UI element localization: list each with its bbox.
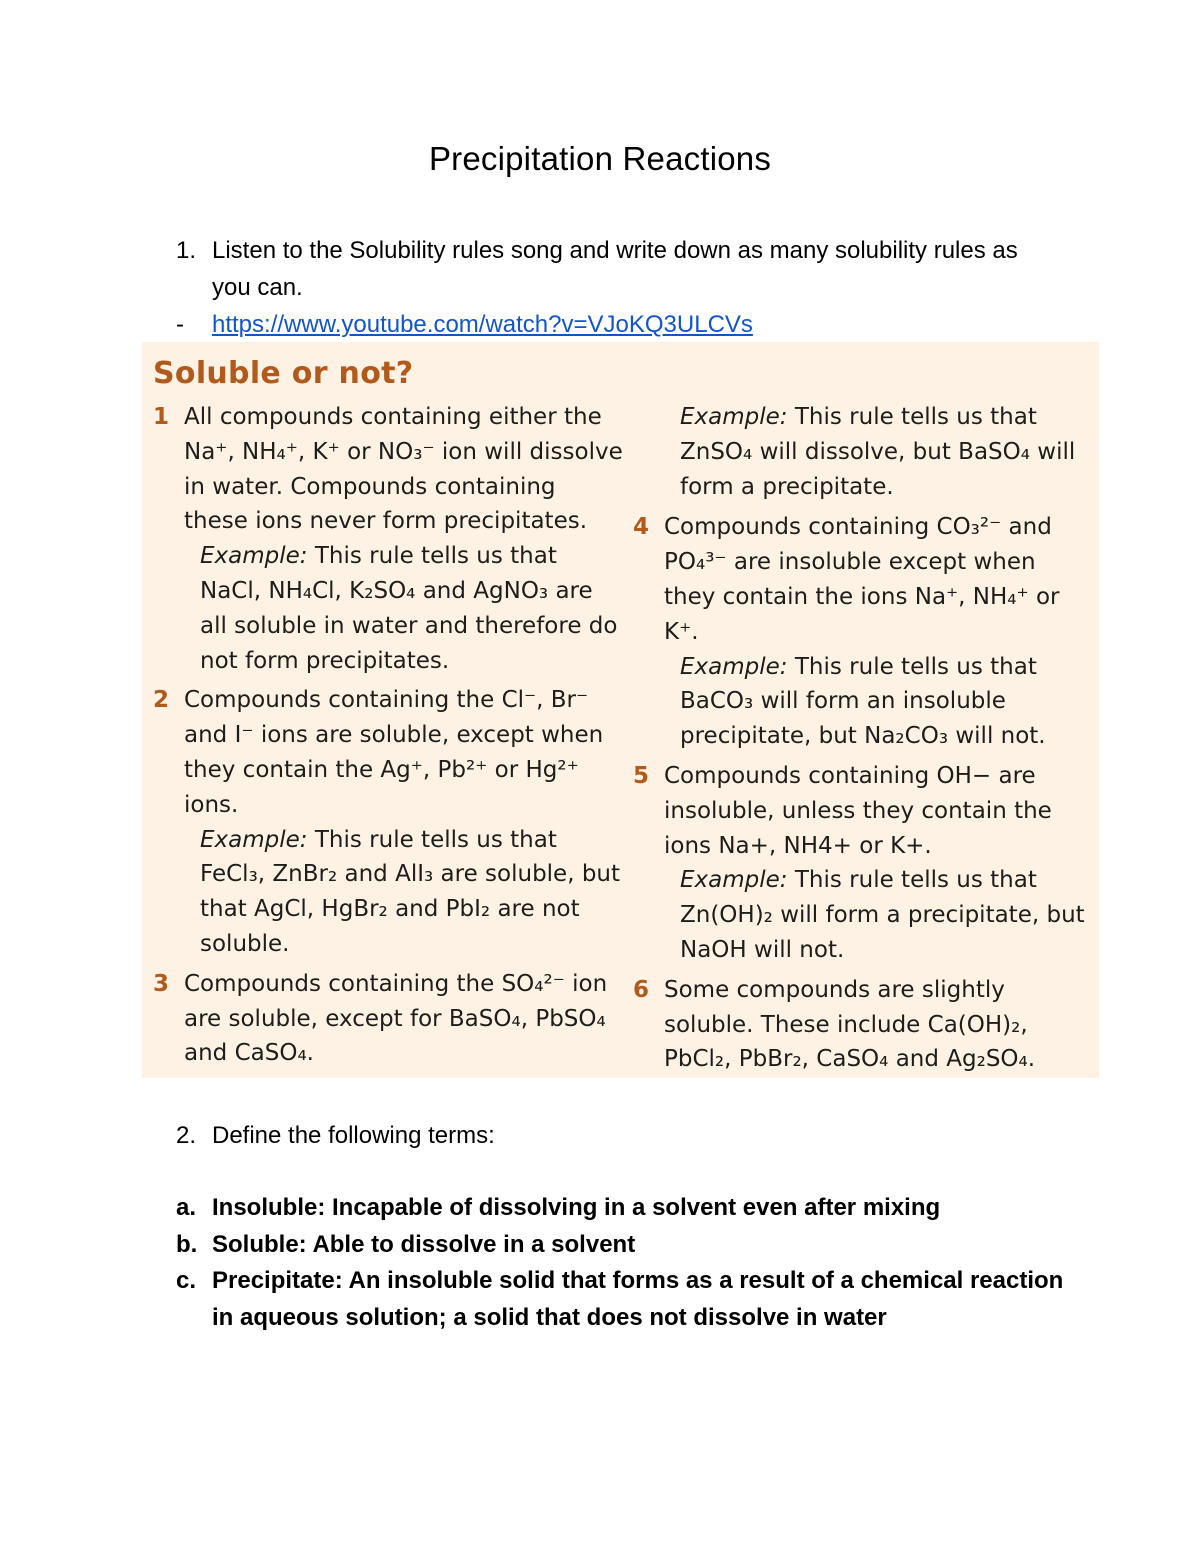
rule-example	[184, 823, 623, 962]
example-label: Example:	[680, 653, 788, 680]
rule-number: 3	[153, 970, 170, 997]
definition-text: Soluble: Able to dissolve in a solvent	[212, 1230, 636, 1258]
link-row	[176, 306, 753, 343]
example-label: Example:	[680, 867, 788, 894]
rule-number: 2	[153, 687, 170, 714]
rule-text: Compounds containing the Cl⁻, Br⁻ and I⁻ ions are soluble, except when they contain the Ag⁺, Pb²⁺ or Hg²⁺ ions.	[184, 687, 604, 818]
rule-3	[153, 967, 623, 1071]
box-title: Soluble or not?	[153, 356, 414, 391]
rule-text: Some compounds are slightly soluble. These include Ca(OH)₂, PbCl₂, PbBr₂, CaSO₄ and Ag₂SO₄.	[664, 976, 1036, 1073]
page-title: Precipitation Reactions	[428, 140, 772, 177]
example-label: Example:	[200, 543, 308, 570]
rule-text: All compounds containing either the Na⁺, NH₄⁺, K⁺ or NO₃⁻ ion will dissolve in water. Compounds containing these ions never form precipitates.	[184, 404, 623, 535]
question-2-number: 2.	[176, 1122, 197, 1149]
rule-text: Compounds containing the SO₄²⁻ ion are soluble, except for BaSO₄, PbSO₄ and CaSO₄.	[184, 970, 608, 1067]
question-1	[176, 232, 1056, 306]
rule-text: Compounds containing OH− are insoluble, unless they contain the ions Na+, NH4+ or K+.	[664, 762, 1052, 859]
rules-column-left	[153, 400, 623, 1076]
question-2-text: Define the following terms:	[212, 1122, 495, 1149]
rule-5	[633, 759, 1093, 968]
example-text: This rule tells us that NaCl, NH₄Cl, K₂SO₄ and AgNO₃ are all soluble in water and therefore do not form precipitates.	[200, 543, 618, 674]
rule-2	[153, 683, 623, 961]
definition-item	[176, 1190, 1076, 1227]
example-text: This rule tells us that BaCO₃ will form an insoluble precipitate, but Na₂CO₃ will not.	[680, 653, 1046, 750]
definition-item	[176, 1263, 1076, 1336]
rule-text: Compounds containing CO₃²⁻ and PO₄³⁻ are insoluble except when they contain the ions Na⁺, NH₄⁺ or K⁺.	[664, 514, 1060, 645]
rules-column-right	[633, 400, 1093, 1082]
example-text: This rule tells us that ZnSO₄ will dissolve, but BaSO₄ will form a precipitate.	[680, 404, 1076, 500]
definition-letter: c.	[176, 1267, 197, 1294]
rule-3-example	[633, 400, 1093, 504]
rule-number: 6	[633, 976, 650, 1003]
question-1-text: Listen to the Solubility rules song and write down as many solubility rules as you can.	[212, 237, 1018, 301]
rule-4	[633, 510, 1093, 754]
example-text: This rule tells us that FeCl₃, ZnBr₂ and AlI₃ are soluble, but that AgCl, HgBr₂ and PbI₂ are not soluble.	[200, 826, 621, 957]
definition-item	[176, 1227, 1076, 1264]
rule-example	[184, 539, 623, 678]
definition-letter: b.	[176, 1230, 198, 1258]
question-2	[176, 1117, 495, 1154]
rule-number: 4	[633, 514, 650, 541]
rule-example	[664, 863, 1093, 967]
example-label: Example:	[200, 826, 308, 853]
list-dash: -	[176, 311, 184, 338]
solubility-rules-box	[142, 342, 1099, 1078]
rule-example	[664, 650, 1093, 754]
rule-number: 1	[153, 404, 170, 430]
definition-text: Insoluble: Incapable of dissolving in a solvent even after mixing	[212, 1194, 941, 1221]
youtube-link[interactable]: https://www.youtube.com/watch?v=VJoKQ3ULCVs	[212, 311, 753, 338]
rule-number: 5	[633, 762, 650, 789]
example-text: This rule tells us that Zn(OH)₂ will form a precipitate, but NaOH will not.	[680, 867, 1085, 963]
example-label: Example:	[680, 404, 788, 430]
definitions-list	[176, 1190, 1076, 1336]
rule-6	[633, 973, 1093, 1077]
rule-1	[153, 400, 623, 678]
question-1-number: 1.	[176, 237, 197, 264]
definition-text: Precipitate: An insoluble solid that forms as a result of a chemical reaction in aqueous solution; a solid that does not dissolve in water	[212, 1267, 1064, 1331]
definition-letter: a.	[176, 1194, 197, 1221]
